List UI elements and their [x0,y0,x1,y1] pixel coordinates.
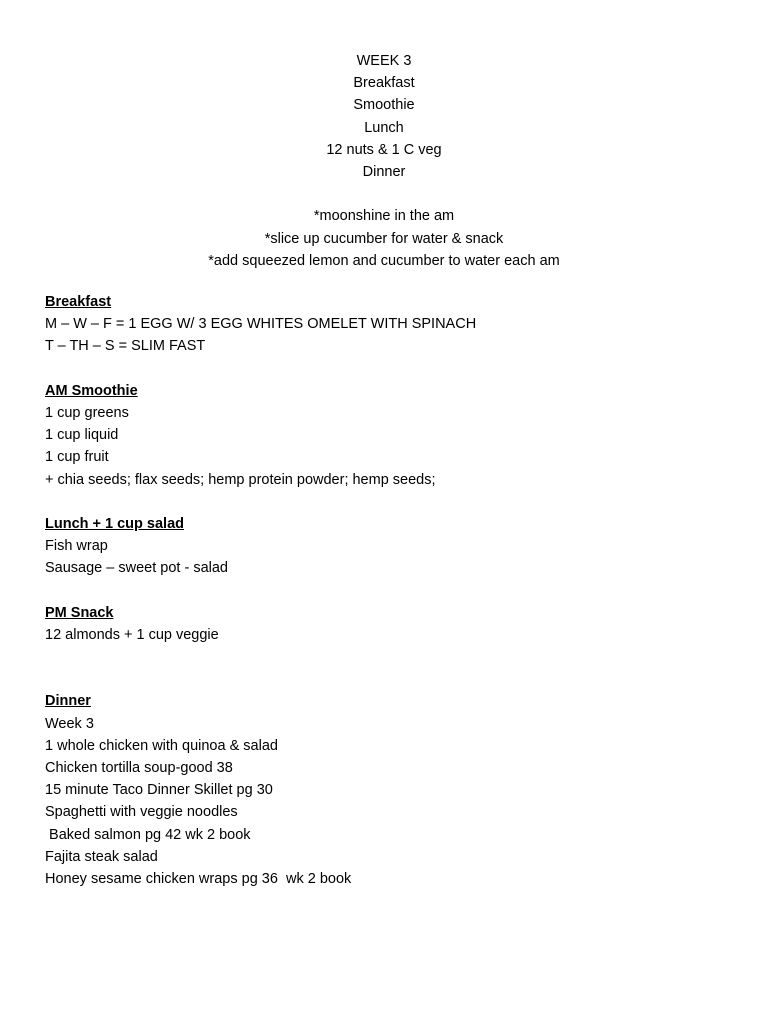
list-item: 1 whole chicken with quinoa & salad [45,737,278,754]
list-item: 15 minute Taco Dinner Skillet pg 30 [45,782,273,799]
note-line: *slice up cucumber for water & snack [264,230,504,247]
week-title: WEEK 3 [356,53,412,69]
list-item: T – TH – S = SLIM FAST [45,338,206,355]
list-item: 12 almonds + 1 cup veggie [45,626,219,643]
header-line: Lunch [364,119,404,136]
list-item: Fajita steak salad [45,848,158,865]
list-item: M – W – F = 1 EGG W/ 3 EGG WHITES OMELET WITH SPINACH [45,316,477,333]
pm-snack-section [45,602,745,646]
note-line: *moonshine in the am [313,208,455,225]
section-heading: Dinner [45,693,91,710]
meal-plan-body [45,291,745,890]
header-line: Dinner [362,163,406,180]
list-item: Week 3 [45,715,94,732]
section-heading: AM Smoothie [45,382,138,399]
list-item: Fish wrap [45,538,108,555]
note-line: *add squeezed lemon and cucumber to water each am [208,252,560,269]
header-line: 12 nuts & 1 C veg [326,141,442,158]
section-heading: PM Snack [45,604,114,621]
dinner-section [45,690,745,890]
list-item: 1 cup liquid [45,427,119,444]
header-line: Breakfast [353,75,415,92]
list-item: + chia seeds; flax seeds; hemp protein powder; hemp seeds; [45,471,436,488]
am-smoothie-section [45,380,745,491]
section-heading: Breakfast [45,294,112,310]
list-item: Sausage – sweet pot - salad [45,560,228,577]
list-item: Baked salmon pg 42 wk 2 book [45,826,251,843]
lunch-section [45,513,745,580]
list-item: 1 cup fruit [45,449,109,466]
header-line: Smoothie [353,97,415,114]
week-header [0,50,768,272]
breakfast-section [45,291,745,358]
list-item: Spaghetti with veggie noodles [45,804,238,821]
list-item: Chicken tortilla soup-good 38 [45,759,233,776]
list-item: 1 cup greens [45,404,129,421]
list-item: Honey sesame chicken wraps pg 36 wk 2 book [45,870,352,887]
section-heading: Lunch + 1 cup salad [45,515,184,532]
